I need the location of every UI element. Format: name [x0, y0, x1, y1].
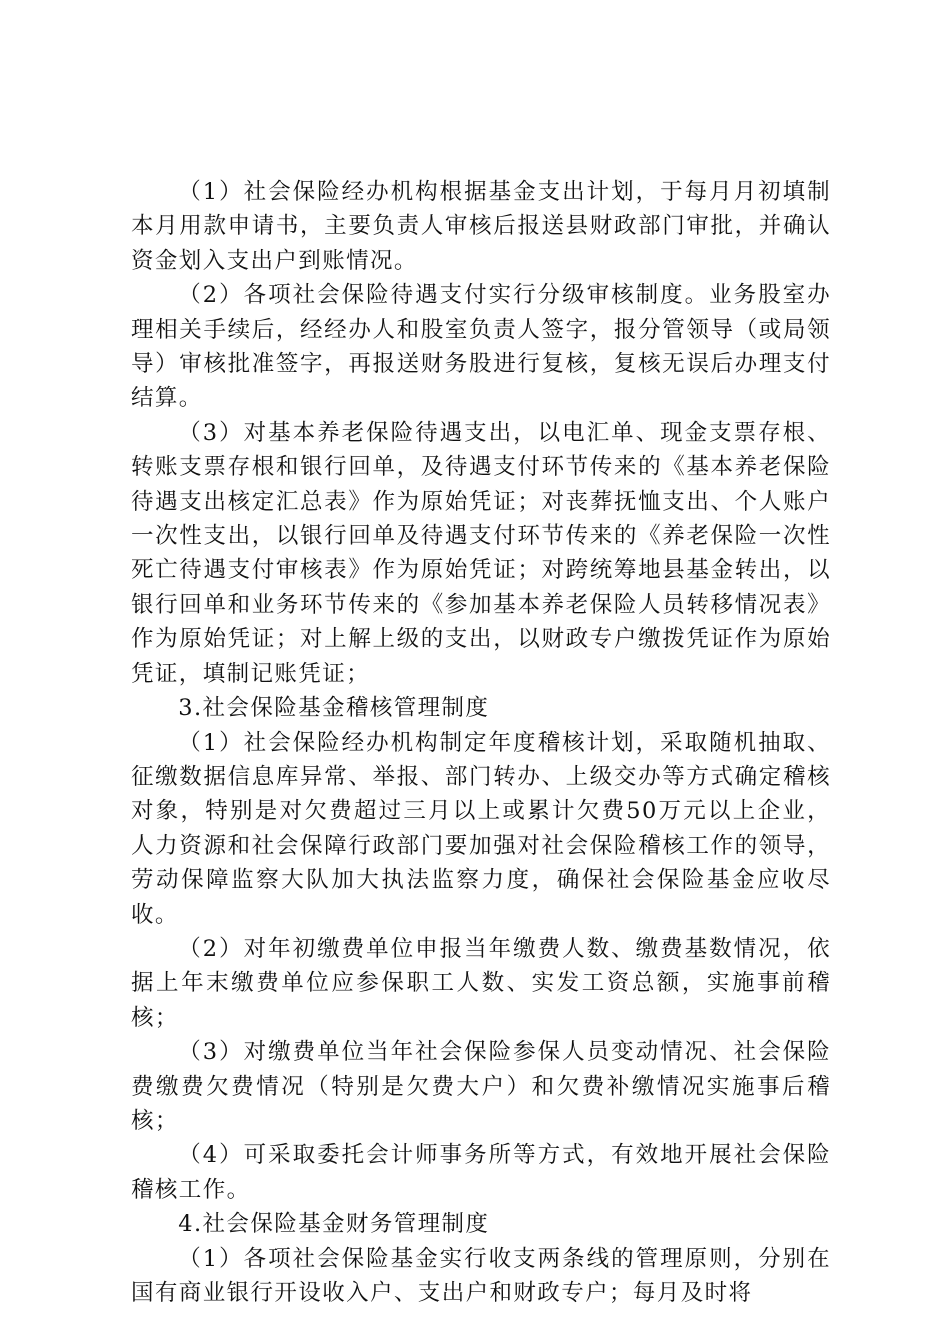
- paragraph-annual-audit-plan: （1）社会保险经办机构制定年度稽核计划，采取随机抽取、征缴数据信息库异常、举报、部门转办、上级交办等方式确定稽核对象，特别是对欠费超过三月以上或累计欠费50万元以上企业，人力资源和社会保障行政部门要加强对社会保险稽核工作的领导，劳动保障监察大队加大执法监察力度，确保社会保险基金应收尽收。: [131, 729, 831, 928]
- paragraph-original-vouchers: （3）对基本养老保险待遇支出，以电汇单、现金支票存根、转账支票存根和银行回单，及待遇支付环节传来的《基本养老保险待遇支出核定汇总表》作为原始凭证；对丧葬抚恤支出、个人账户一次性支出，以银行回单及待遇支付环节传来的《养老保险一次性死亡待遇支付审核表》作为原始凭证；对跨统筹地县基金转出，以银行回单和业务环节传来的《参加基本养老保险人员转移情况表》作为原始凭证；对上解上级的支出，以财政专户缴拨凭证作为原始凭证，填制记账凭证；: [131, 419, 831, 687]
- section-heading-audit-management: 3.社会保险基金稽核管理制度: [178, 695, 490, 722]
- document-page: [131, 175, 831, 1310]
- section-heading-financial-management: 4.社会保险基金财务管理制度: [178, 1211, 490, 1238]
- paragraph-expense-application: （1）社会保险经办机构根据基金支出计划，于每月月初填制本月用款申请书，主要负责人审核后报送县财政部门审批，并确认资金划入支出户到账情况。: [131, 179, 831, 274]
- paragraph-post-audit: （3）对缴费单位当年社会保险参保人员变动情况、社会保险费缴费欠费情况（特别是欠费大户）和欠费补缴情况实施事后稽核；: [131, 1039, 831, 1134]
- paragraph-pre-audit: （2）对年初缴费单位申报当年缴费人数、缴费基数情况，依据上年末缴费单位应参保职工人数、实发工资总额，实施事前稽核；: [131, 935, 831, 1031]
- paragraph-tiered-review: （2）各项社会保险待遇支付实行分级审核制度。业务股室办理相关手续后，经经办人和股室负责人签字，报分管领导（或局领导）审核批准签字，再报送财务股进行复核，复核无误后办理支付结算。: [131, 282, 831, 412]
- paragraph-two-lines-principle: （1）各项社会保险基金实行收支两条线的管理原则，分别在国有商业银行开设收入户、支出户和财政专户；每月及时将: [131, 1245, 831, 1306]
- paragraph-accounting-firm: （4）可采取委托会计师事务所等方式，有效地开展社会保险稽核工作。: [131, 1142, 831, 1203]
